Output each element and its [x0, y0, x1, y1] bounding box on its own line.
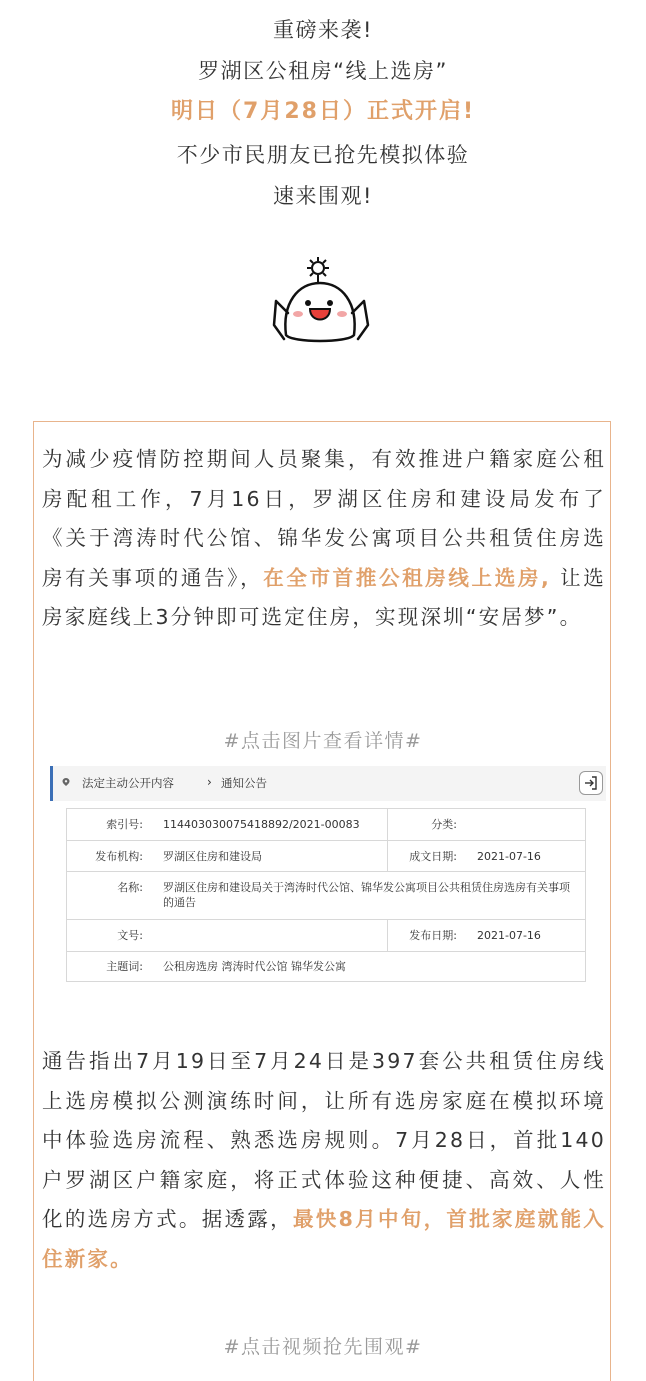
org-value: 罗湖区住房和建设局: [163, 850, 262, 863]
intro-line-5: 速来围观!: [273, 184, 373, 208]
location-pin-icon: [62, 778, 70, 786]
paragraph-1-text: 为减少疫情防控期间人员聚集，有效推进户籍家庭公租房配租工作，7月16日，罗湖区住房和建设局发布了《关于湾涛时代公馆、锦华发公寓项目公共租赁住房选房有关事项的通告》，: [42, 447, 606, 590]
org-label: 发布机构:: [95, 850, 143, 863]
intro-line-3-highlight: 明日（7月28日）正式开启!: [171, 99, 475, 124]
paragraph-2-text: 通告指出7月19日至7月24日是397套公共租赁住房线上选房模拟公测演练时间，让所有选房家庭在模拟环境中体验选房流程、熟悉选房规则。7月28日，首批140户罗湖区户籍家庭，将正式体验这种便捷、高效、人性化的选房方式。据透露，: [42, 1049, 606, 1231]
doc-number-label: 文号:: [117, 929, 143, 942]
index-value: 114403030075418892/2021-00083: [163, 818, 360, 831]
paragraph-1-text-end: 让选房家庭线上3分钟即可选定住房，实现深圳“安居梦”。: [42, 565, 607, 629]
table-row: [67, 952, 585, 982]
subject-label: 主题词:: [106, 960, 143, 973]
table-row: [67, 809, 585, 841]
subject-value: 公租房选房 湾涛时代公馆 锦华发公寓: [163, 960, 346, 973]
notice-screenshot[interactable]: [50, 766, 606, 986]
category-label: 分类:: [431, 818, 457, 831]
paragraph-1-highlight: 在全市首推公租房线上选房,: [263, 565, 551, 590]
doc-number-value: [155, 920, 385, 951]
caption-watch-video: #点击视频抢先围观#: [223, 1336, 423, 1358]
article-card: [33, 421, 611, 1381]
intro-line-1: 重磅来袭!: [273, 18, 373, 42]
exit-icon: [580, 772, 602, 794]
notice-breadcrumb-bar: [50, 766, 606, 801]
table-row: [67, 920, 585, 952]
created-date-label: 成文日期:: [409, 850, 457, 863]
name-value: 罗湖区住房和建设局关于湾涛时代公馆、锦华发公寓项目公共租赁住房选房有关事项的通告: [163, 881, 570, 909]
created-date-value: 2021-07-16: [477, 850, 541, 863]
category-value: [469, 809, 585, 840]
article-paragraph-1: [42, 440, 606, 638]
intro-line-2: 罗湖区公租房“线上选房”: [198, 59, 448, 83]
notice-meta-table: [66, 808, 586, 982]
intro-line-4: 不少市民朋友已抢先模拟体验: [176, 143, 470, 167]
breadcrumb-item-notices[interactable]: 通知公告: [221, 776, 267, 790]
caption-view-image: #点击图片查看详情#: [223, 730, 423, 752]
breadcrumb-item-public-content[interactable]: 法定主动公开内容: [82, 776, 174, 790]
article-paragraph-2: [42, 1042, 606, 1279]
published-date-label: 发布日期:: [409, 929, 457, 942]
breadcrumb-separator: ›: [207, 775, 212, 789]
published-date-value: 2021-07-16: [477, 929, 541, 942]
table-row: [67, 841, 585, 872]
index-label: 索引号:: [106, 818, 143, 831]
exit-button[interactable]: [579, 771, 603, 795]
mascot-icon: [264, 253, 380, 353]
name-label: 名称:: [117, 881, 143, 894]
table-row: [67, 872, 585, 920]
paragraph-2-highlight: 最快8月中旬，首批家庭就能入住新家。: [42, 1207, 606, 1271]
